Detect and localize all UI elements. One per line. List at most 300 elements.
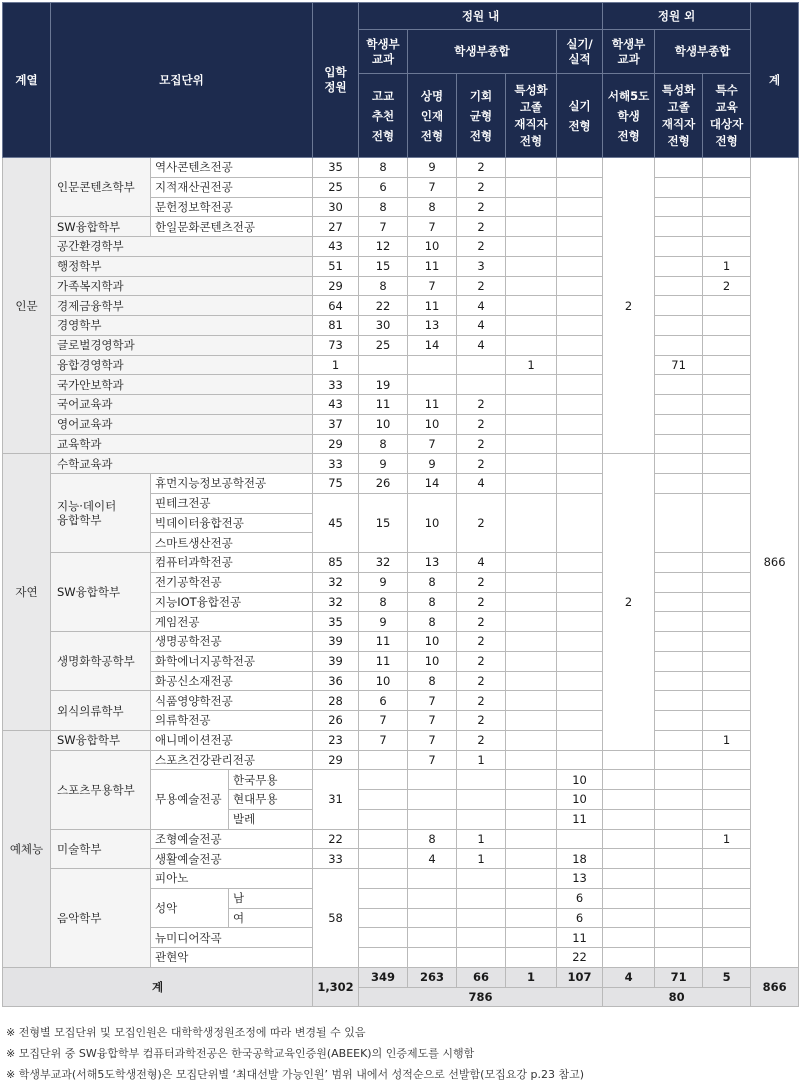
value-cell: 22 [557,948,603,968]
subunit-cell: 지능IOT융합전공 [151,592,313,612]
value-cell [359,948,408,968]
header-col-special-hs-out: 특성화 고졸 재직자 전형 [655,74,703,158]
value-cell [408,809,457,829]
totals-practical: 107 [557,967,603,987]
value-cell [703,790,751,810]
value-cell: 10 [557,770,603,790]
quota-cell: 26 [313,711,359,731]
table-row [3,750,799,770]
value-cell [655,158,703,178]
value-cell: 4 [408,849,457,869]
group-cell [51,829,151,869]
value-cell: 7 [408,750,457,770]
value-cell: 32 [359,553,408,573]
quota-cell: 32 [313,572,359,592]
value-cell: 10 [408,414,457,434]
quota-cell: 32 [313,592,359,612]
seohae-cell [603,750,655,770]
value-cell: 4 [457,335,506,355]
value-cell [506,217,557,237]
seohae-cell [603,908,655,928]
unit-cell: 영어교육과 [51,414,313,434]
value-cell [506,869,557,889]
value-cell: 8 [359,434,408,454]
table-row [3,474,799,494]
value-cell [557,829,603,849]
value-cell: 2 [457,177,506,197]
value-cell [359,355,408,375]
value-cell: 1 [457,849,506,869]
totals-inside-sum: 786 [359,987,603,1007]
subunit-cell: 무용예술전공 [151,770,229,829]
value-cell [655,928,703,948]
series-cell: 예체능 [3,730,51,967]
group-cell [51,158,151,217]
subunit-cell: 컴퓨터과학전공 [151,553,313,573]
seohae-cell [603,809,655,829]
quota-cell: 28 [313,691,359,711]
group-label: 스포츠무용학부 [57,782,135,797]
value-cell: 2 [457,592,506,612]
value-cell [655,948,703,968]
unit-cell: 국어교육과 [51,395,313,415]
subunit-cell: 애니메이션전공 [151,730,313,750]
value-cell [359,790,408,810]
table-row [3,829,799,849]
quota-cell: 23 [313,730,359,750]
header-col-equal: 기회 균형 전형 [457,74,506,158]
value-cell: 6 [359,691,408,711]
quota-cell: 33 [313,454,359,474]
quota-cell: 45 [313,493,359,552]
quota-cell: 73 [313,335,359,355]
group-label: 인문콘텐츠학부 [57,180,135,195]
value-cell: 2 [457,217,506,237]
value-cell [506,948,557,968]
value-cell: 13 [408,553,457,573]
grand-total-cell: 866 [751,158,799,968]
value-cell [408,928,457,948]
value-cell [703,158,751,178]
value-cell [506,572,557,592]
value-cell: 11 [359,395,408,415]
value-cell: 2 [457,454,506,474]
value-cell [557,612,603,632]
value-cell: 15 [359,493,408,552]
value-cell [359,849,408,869]
value-cell: 18 [557,849,603,869]
header-outside: 정원 외 [603,3,751,30]
quota-cell: 29 [313,434,359,454]
header-student-record-subject-out: 학생부 교과 [603,30,655,74]
subunit-cell: 전기공학전공 [151,572,313,592]
value-cell: 7 [359,730,408,750]
notes [6,1022,584,1085]
value-cell [703,750,751,770]
value-cell [655,434,703,454]
table-row [3,296,799,316]
value-cell [703,237,751,257]
unit-cell: 공간환경학부 [51,237,313,257]
seohae-cell: 2 [603,158,655,454]
subunit-cell: 핀테크전공 [151,493,313,513]
value-cell [655,414,703,434]
totals-equal: 66 [457,967,506,987]
value-cell: 11 [359,651,408,671]
value-cell [359,869,408,889]
value-cell [703,770,751,790]
value-cell [655,888,703,908]
value-cell: 7 [408,276,457,296]
value-cell: 6 [557,908,603,928]
group-cell [51,869,151,968]
value-cell [506,474,557,494]
totals-sangmyung: 263 [408,967,457,987]
value-cell: 8 [408,197,457,217]
header-col-sangmyung: 상명 인재 전형 [408,74,457,158]
value-cell [557,256,603,276]
value-cell [655,217,703,237]
value-cell [703,928,751,948]
value-cell: 71 [655,355,703,375]
value-cell [457,928,506,948]
value-cell [655,790,703,810]
subunit-cell: 휴먼지능정보공학전공 [151,474,313,494]
table-row [3,395,799,415]
value-cell: 2 [457,651,506,671]
value-cell [457,355,506,375]
detail-cell: 남 [229,888,313,908]
unit-cell: 경영학부 [51,316,313,336]
value-cell [703,434,751,454]
group-cell [51,750,151,829]
quota-cell: 81 [313,316,359,336]
value-cell [655,316,703,336]
seohae-cell [603,829,655,849]
header-practical: 실기/ 실적 [557,30,603,74]
value-cell [408,948,457,968]
value-cell [506,197,557,217]
value-cell [506,237,557,257]
value-cell: 2 [457,434,506,454]
value-cell: 8 [359,592,408,612]
value-cell: 2 [457,691,506,711]
value-cell: 7 [408,691,457,711]
subunit-cell: 의류학전공 [151,711,313,731]
table-row [3,869,799,889]
subunit-cell: 생명공학전공 [151,632,313,652]
value-cell [655,474,703,494]
value-cell [457,869,506,889]
value-cell [655,829,703,849]
value-cell: 9 [408,454,457,474]
value-cell: 2 [457,197,506,217]
value-cell: 4 [457,474,506,494]
value-cell [557,158,603,178]
unit-cell: 융합경영학과 [51,355,313,375]
value-cell [557,691,603,711]
quota-cell: 37 [313,414,359,434]
value-cell: 11 [557,809,603,829]
value-cell [557,355,603,375]
subunit-cell: 문헌정보학전공 [151,197,313,217]
value-cell [703,474,751,494]
value-cell: 2 [457,572,506,592]
value-cell: 22 [359,296,408,316]
value-cell [506,454,557,474]
seohae-cell [603,888,655,908]
value-cell: 10 [408,651,457,671]
value-cell [655,711,703,731]
group-label: 외식의류학부 [57,703,124,718]
unit-cell: 경제금융학부 [51,296,313,316]
value-cell: 7 [408,177,457,197]
value-cell: 8 [408,572,457,592]
table-row [3,335,799,355]
value-cell [506,809,557,829]
value-cell [703,612,751,632]
table-row [3,414,799,434]
value-cell [703,493,751,552]
value-cell [655,454,703,474]
value-cell: 8 [359,276,408,296]
header-inside: 정원 내 [359,3,603,30]
detail-cell: 현대무용 [229,790,313,810]
value-cell [557,632,603,652]
value-cell: 10 [408,632,457,652]
quota-cell: 1 [313,355,359,375]
value-cell [506,750,557,770]
value-cell: 10 [408,237,457,257]
value-cell [703,395,751,415]
group-label: 생명화학공학부 [57,654,135,669]
group-label: 미술학부 [57,841,102,856]
value-cell [506,177,557,197]
value-cell [359,809,408,829]
subunit-cell: 성악 [151,888,229,928]
value-cell: 2 [457,632,506,652]
table-row [3,375,799,395]
totals-special-hs: 1 [506,967,557,987]
value-cell [506,671,557,691]
subunit-cell: 게임전공 [151,612,313,632]
group-cell [51,553,151,632]
totals-special-hs-out: 71 [655,967,703,987]
value-cell [557,414,603,434]
subunit-cell: 뉴미디어작곡 [151,928,313,948]
value-cell [506,612,557,632]
value-cell: 1 [457,750,506,770]
value-cell [359,750,408,770]
table-row [3,158,799,178]
value-cell [655,612,703,632]
admissions-table [2,2,799,1007]
series-cell: 인문 [3,158,51,454]
value-cell [457,948,506,968]
unit-cell: 글로벌경영학과 [51,335,313,355]
value-cell [506,375,557,395]
seohae-cell [603,770,655,790]
value-cell [557,434,603,454]
table-row [3,730,799,750]
value-cell: 11 [557,928,603,948]
value-cell [408,375,457,395]
quota-cell: 85 [313,553,359,573]
seohae-cell [603,948,655,968]
value-cell: 25 [359,335,408,355]
value-cell: 2 [457,612,506,632]
table-row [3,276,799,296]
quota-cell: 35 [313,612,359,632]
value-cell: 7 [359,217,408,237]
value-cell [655,869,703,889]
value-cell [408,869,457,889]
value-cell: 7 [408,434,457,454]
seohae-cell [603,790,655,810]
value-cell [557,750,603,770]
totals-outside-sum: 80 [603,987,751,1007]
value-cell [655,632,703,652]
value-cell: 4 [457,553,506,573]
value-cell [557,197,603,217]
group-cell [51,730,151,750]
subunit-cell: 지적재산권전공 [151,177,313,197]
seohae-cell [603,928,655,948]
value-cell [703,711,751,731]
value-cell: 2 [457,237,506,257]
value-cell: 2 [457,395,506,415]
header-student-record-subject: 학생부 교과 [359,30,408,74]
quota-cell: 75 [313,474,359,494]
value-cell: 1 [457,829,506,849]
value-cell [557,296,603,316]
header-quota: 입학 정원 [313,3,359,158]
value-cell: 2 [457,671,506,691]
value-cell [655,750,703,770]
value-cell: 10 [557,790,603,810]
value-cell [506,335,557,355]
value-cell: 13 [408,316,457,336]
value-cell [359,829,408,849]
value-cell: 8 [408,829,457,849]
value-cell [703,849,751,869]
value-cell [557,553,603,573]
value-cell: 14 [408,335,457,355]
value-cell [703,355,751,375]
value-cell [457,790,506,810]
value-cell [703,335,751,355]
table-row [3,355,799,375]
value-cell: 1 [506,355,557,375]
value-cell [703,888,751,908]
value-cell [703,809,751,829]
value-cell: 8 [359,158,408,178]
value-cell [557,711,603,731]
value-cell [457,908,506,928]
header-col-special-ed: 특수 교육 대상자 전형 [703,74,751,158]
value-cell [506,592,557,612]
totals-special-ed: 5 [703,967,751,987]
value-cell: 11 [359,632,408,652]
subunit-cell: 스마트생산전공 [151,533,313,553]
value-cell: 6 [557,888,603,908]
table-row [3,237,799,257]
value-cell [408,355,457,375]
value-cell [359,928,408,948]
value-cell [655,730,703,750]
value-cell: 2 [457,276,506,296]
value-cell [703,869,751,889]
value-cell [703,454,751,474]
quota-cell: 39 [313,651,359,671]
quota-cell: 25 [313,177,359,197]
value-cell [655,671,703,691]
value-cell [655,276,703,296]
quota-cell: 30 [313,197,359,217]
header-col-seohae: 서해5도 학생 전형 [603,74,655,158]
value-cell: 11 [408,256,457,276]
value-cell: 4 [457,296,506,316]
value-cell: 8 [359,197,408,217]
value-cell [506,770,557,790]
table-row [3,632,799,652]
group-cell [51,474,151,553]
unit-cell: 국가안보학과 [51,375,313,395]
subunit-cell: 피아노 [151,869,313,889]
header-unit: 모집단위 [51,3,313,158]
seohae-cell [603,869,655,889]
detail-cell: 여 [229,908,313,928]
value-cell [457,888,506,908]
value-cell [703,316,751,336]
value-cell: 6 [359,177,408,197]
subunit-cell: 조형예술전공 [151,829,313,849]
value-cell [703,632,751,652]
value-cell [506,553,557,573]
value-cell [557,651,603,671]
header-col-school-rec: 고교 추천 전형 [359,74,408,158]
value-cell: 19 [359,375,408,395]
value-cell [557,316,603,336]
value-cell [506,711,557,731]
quota-cell: 29 [313,276,359,296]
subunit-cell: 화학에너지공학전공 [151,651,313,671]
value-cell [655,256,703,276]
value-cell [655,237,703,257]
seohae-cell: 2 [603,454,655,750]
value-cell [703,948,751,968]
value-cell [655,849,703,869]
value-cell: 15 [359,256,408,276]
value-cell: 11 [408,296,457,316]
value-cell: 2 [457,493,506,552]
value-cell [703,553,751,573]
unit-cell: 수학교육과 [51,454,313,474]
table-row [3,454,799,474]
value-cell [703,592,751,612]
value-cell [408,770,457,790]
value-cell [557,474,603,494]
value-cell [655,553,703,573]
quota-cell: 43 [313,395,359,415]
quota-cell: 33 [313,375,359,395]
value-cell [408,888,457,908]
value-cell [655,375,703,395]
value-cell [655,691,703,711]
value-cell: 1 [703,256,751,276]
quota-cell: 35 [313,158,359,178]
value-cell [506,632,557,652]
